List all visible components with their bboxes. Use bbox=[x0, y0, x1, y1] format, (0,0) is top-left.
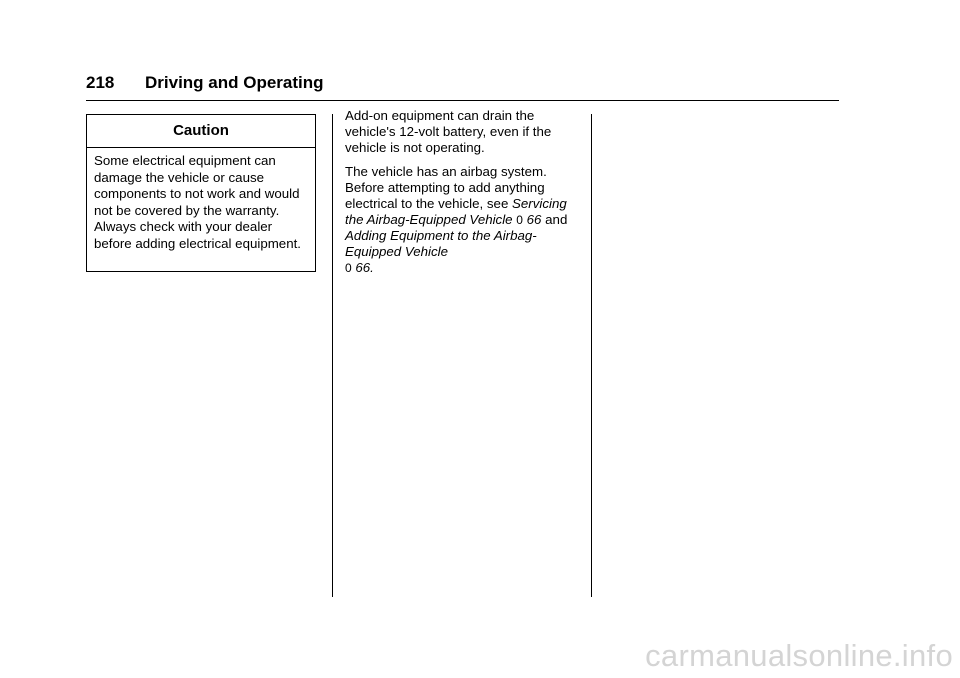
paragraph-airbag-system bbox=[345, 164, 585, 276]
link-adding-equipment[interactable]: Adding Equipment to the Airbag-Equipped Vehicle bbox=[345, 228, 537, 259]
column-divider-right bbox=[591, 114, 592, 597]
page-reference-icon: 0 bbox=[345, 261, 352, 275]
caution-title: Caution bbox=[87, 115, 315, 148]
caution-body: Some electrical equipment can damage the vehicle or cause components to not work and would not be covered by the warranty. Always check with your dealer before adding electrical equipment. bbox=[94, 153, 301, 251]
reference-page-66-second[interactable]: 66. bbox=[355, 260, 374, 275]
text-column bbox=[345, 108, 585, 284]
page-header bbox=[86, 70, 839, 101]
page-number: 218 bbox=[86, 73, 115, 92]
caution-box bbox=[86, 114, 316, 272]
link-servicing-airbag-vehicle[interactable]: Servicing the Airbag-Equipped Vehicle bbox=[345, 196, 567, 227]
airbag-intro-text: The vehicle has an airbag system. Before attempting to add anything electrical to the vehicle, see bbox=[345, 164, 547, 211]
column-divider-left bbox=[332, 114, 333, 597]
section-title: Driving and Operating bbox=[145, 73, 324, 92]
and-text: and bbox=[545, 212, 568, 227]
paragraph-addon-equipment: Add-on equipment can drain the vehicle's 12-volt battery, even if the vehicle is not operating. bbox=[345, 108, 552, 155]
watermark: carmanualsonline.info bbox=[645, 638, 953, 673]
reference-page-66[interactable]: 66 bbox=[526, 212, 542, 227]
page-reference-icon: 0 bbox=[516, 213, 523, 227]
